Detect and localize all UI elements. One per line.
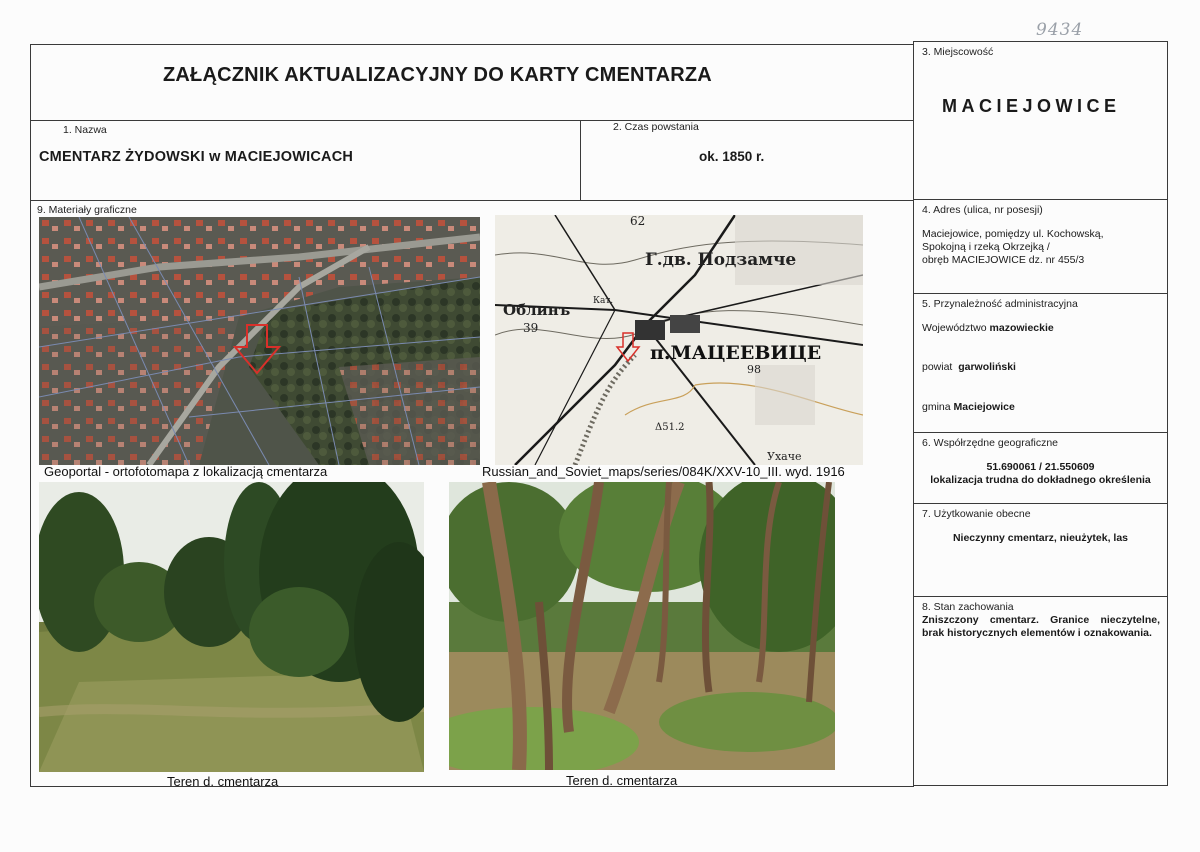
cemetery-photo-2 <box>449 482 835 770</box>
county-label: powiat <box>922 361 953 373</box>
map-label-village-top: Г.дв. Подзамче <box>645 250 797 270</box>
date-cell <box>580 120 914 201</box>
coordinates-cell <box>913 432 1168 504</box>
map-label-kam: Кат. <box>593 296 614 306</box>
coordinates-value: 51.690061 / 21.550609 <box>986 461 1095 473</box>
orthophoto-caption: Geoportal - ortofotomapa z lokalizacją cmentarza <box>44 464 328 479</box>
address-line-3: obręb MACIEJOWICE dz. nr 455/3 <box>922 254 1085 266</box>
cemetery-photo-1 <box>39 482 424 772</box>
address-cell <box>913 199 1168 294</box>
county-value: garwoliński <box>958 361 1016 373</box>
map-label-elevation: Δ51.2 <box>655 422 685 433</box>
map-label-39: 39 <box>523 321 539 335</box>
condition-cell <box>913 596 1168 786</box>
page-title: ZAŁĄCZNIK AKTUALIZACYJNY DO KARTY CMENTARZA <box>163 64 712 86</box>
voivodeship-value: mazowieckie <box>989 322 1054 334</box>
locality-label: 3. Miejscowość <box>922 46 994 58</box>
address-value <box>922 228 1104 267</box>
coordinates-note: lokalizacja trudna do dokładnego określenia <box>930 474 1151 486</box>
county-line <box>922 361 1016 373</box>
photo-2-caption: Teren d. cmentarza <box>566 773 678 788</box>
admin-cell <box>913 293 1168 433</box>
usage-cell <box>913 503 1168 597</box>
map-label-town: п.МАЦЕЕВИЦЕ <box>650 342 822 364</box>
locality-value: MACIEJOWICE <box>942 96 1121 116</box>
condition-value: Zniszczony cmentarz. Granice nieczytelne, brak historycznych elementów i oznakowania. <box>922 614 1160 639</box>
historic-map-image <box>495 215 863 465</box>
photo-1-caption: Teren d. cmentarza <box>167 774 279 789</box>
map-label-ukhache: Ухаче <box>767 450 802 463</box>
address-label: 4. Adres (ulica, nr posesji) <box>922 204 1043 216</box>
title-cell <box>30 44 914 121</box>
commune-value: Maciejowice <box>953 401 1015 413</box>
commune-line <box>922 401 1015 413</box>
address-line-2: Spokojną i rzeką Okrzejką / <box>922 241 1050 253</box>
voivodeship-line <box>922 322 1054 334</box>
name-label: 1. Nazwa <box>63 124 107 136</box>
name-value: CMENTARZ ŻYDOWSKI w MACIEJOWICACH <box>39 149 354 165</box>
map-label-62: 62 <box>630 215 646 228</box>
handwritten-number: 9434 <box>1036 20 1084 40</box>
usage-value: Nieczynny cmentarz, nieużytek, las <box>952 532 1129 544</box>
condition-label: 8. Stan zachowania <box>922 601 1014 613</box>
map-label-98: 98 <box>747 363 761 376</box>
coordinates-label: 6. Współrzędne geograficzne <box>922 437 1058 449</box>
date-label: 2. Czas powstania <box>613 121 699 133</box>
historic-map-caption: Russian_and_Soviet_maps/series/084K/XXV-10_III. wyd. 1916 <box>482 464 845 479</box>
graphics-label: 9. Materiały graficzne <box>37 204 137 216</box>
address-line-1: Maciejowice, pomiędzy ul. Kochowską, <box>922 228 1104 240</box>
map-label-village-left: Облинъ <box>503 301 571 319</box>
admin-label: 5. Przynależność administracyjna <box>922 298 1078 310</box>
date-value: ok. 1850 r. <box>699 149 765 164</box>
orthophoto-image <box>39 217 480 465</box>
voivodeship-label: Województwo <box>922 322 987 334</box>
graphics-cell <box>30 200 914 787</box>
commune-label: gmina <box>922 401 951 413</box>
locality-cell <box>913 41 1168 200</box>
usage-label: 7. Użytkowanie obecne <box>922 508 1031 520</box>
name-cell <box>30 120 581 201</box>
